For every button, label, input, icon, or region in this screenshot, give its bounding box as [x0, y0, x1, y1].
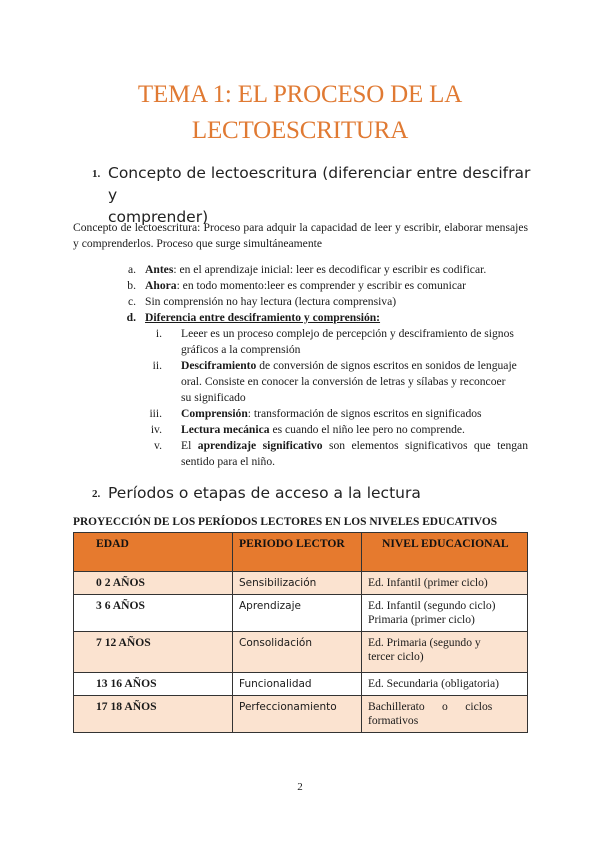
section2-number: 2. — [92, 488, 101, 500]
list-marker: c. — [127, 295, 136, 308]
list-marker: d. — [126, 311, 136, 324]
table-cell-nivel — [362, 696, 528, 733]
table-row — [74, 632, 528, 673]
nivel-line: Bachillerato o ciclos — [368, 700, 493, 713]
sublist-marker: v. — [154, 439, 162, 452]
section1-paragraph: Concepto de lectoescritura: Proceso para adquir la capacidad de leer y escribir, elaborar mensajes y comprenderlos. Proceso que surge simultáneamente — [73, 221, 528, 250]
sublist-marker: i. — [155, 327, 162, 340]
table-cell-periodo: Consolidación — [233, 632, 362, 673]
sublist-item-text: Leeer es un proceso complejo de percepción y desciframiento de signos — [181, 327, 514, 340]
page-title-line2: LECTOESCRITURA — [191, 117, 409, 144]
table-header-edad: EDAD — [74, 533, 233, 572]
nivel-line: formativos — [368, 714, 419, 727]
sublist-item-text: de conversión de signos escritos en sonidos de lenguaje — [256, 359, 517, 372]
list-item-bold: Diferencia entre desciframiento y comprensión: — [145, 311, 381, 324]
table-header-row — [74, 533, 528, 572]
table-cell-nivel — [362, 632, 528, 673]
section2-heading-text: Períodos o etapas de acceso a la lectura — [108, 484, 421, 502]
table-header-periodo: PERIODO LECTOR — [233, 533, 362, 572]
list-item-text: Sin comprensión no hay lectura (lectura comprensiva) — [145, 295, 397, 308]
sublist-item-text: son elementos significativos que tengan — [322, 439, 528, 452]
list-item-bold: Antes — [145, 263, 174, 276]
sublist-item-text: su significado — [181, 391, 246, 404]
sublist-item-text: El — [181, 439, 198, 452]
section1-heading — [92, 162, 542, 228]
list-item-text: : en todo momento:leer es comprender y escribir es comunicar — [176, 279, 466, 292]
table-row — [74, 595, 528, 632]
table-row — [74, 673, 528, 696]
table-cell-edad: 13 16 AÑOS — [74, 673, 233, 696]
table-row — [74, 696, 528, 733]
table-title: PROYECCIÓN DE LOS PERÍODOS LECTORES EN LOS NIVELES EDUCATIVOS — [73, 516, 498, 528]
sublist-item-text: sentido para el niño. — [181, 455, 276, 468]
sublist-item-text: oral. Consiste en conocer la conversión de letras y sílabas y reconcoer — [181, 375, 506, 388]
table-header-nivel: NIVEL EDUCACIONAL — [362, 533, 528, 572]
nivel-line: Ed. Infantil (segundo ciclo) — [368, 599, 496, 612]
table-cell-edad: 7 12 AÑOS — [74, 632, 233, 673]
page-number: 2 — [297, 781, 303, 793]
list-marker: b. — [127, 279, 136, 292]
sublist-marker: iii. — [149, 407, 162, 420]
table-cell-periodo: Funcionalidad — [233, 673, 362, 696]
table-cell-periodo: Sensibilización — [233, 572, 362, 595]
table-cell-edad: 17 18 AÑOS — [74, 696, 233, 733]
sublist-item-bold: Lectura mecánica — [181, 423, 270, 436]
table-row — [74, 572, 528, 595]
table-cell-nivel — [362, 595, 528, 632]
table-cell-nivel — [362, 572, 528, 595]
list-item-text: : en el aprendizaje inicial: leer es decodificar y escribir es codificar. — [173, 263, 487, 276]
sublist-marker: iv. — [150, 423, 162, 436]
sublist-marker: ii. — [152, 359, 162, 372]
nivel-line: Primaria (primer ciclo) — [368, 613, 475, 626]
table-cell-periodo: Aprendizaje — [233, 595, 362, 632]
nivel-line: Ed. Infantil (primer ciclo) — [368, 576, 488, 589]
list-marker: a. — [127, 263, 136, 276]
nivel-line: tercer ciclo) — [368, 650, 424, 663]
table-cell-periodo: Perfeccionamiento — [233, 696, 362, 733]
reading-periods-table — [73, 532, 528, 733]
nivel-line: Ed. Primaria (segundo y — [368, 636, 481, 649]
nivel-line: Ed. Secundaria (obligatoria) — [368, 677, 500, 690]
section1-heading-line1: Concepto de lectoescritura (diferenciar entre descifrar y — [108, 164, 531, 204]
section2-heading — [92, 482, 542, 504]
sublist-item-text: es cuando el niño lee pero no comprende. — [269, 423, 465, 436]
section1-number: 1. — [92, 168, 101, 180]
list-item-bold: Ahora — [145, 279, 177, 292]
table-cell-edad: 0 2 AÑOS — [74, 572, 233, 595]
page-title-line1: TEMA 1: EL PROCESO DE LA — [137, 81, 463, 108]
sublist-item-bold: Comprensión — [181, 407, 248, 420]
section1-heading-line2: comprender) — [108, 208, 209, 226]
table-cell-edad: 3 6 AÑOS — [74, 595, 233, 632]
sublist-item-bold: Desciframiento — [181, 359, 257, 372]
sublist-item-bold: aprendizaje significativo — [197, 439, 323, 452]
table-cell-nivel — [362, 673, 528, 696]
sublist-item-text: gráficos a la comprensión — [181, 343, 301, 356]
sublist-item-text: : transformación de signos escritos en significados — [247, 407, 482, 420]
